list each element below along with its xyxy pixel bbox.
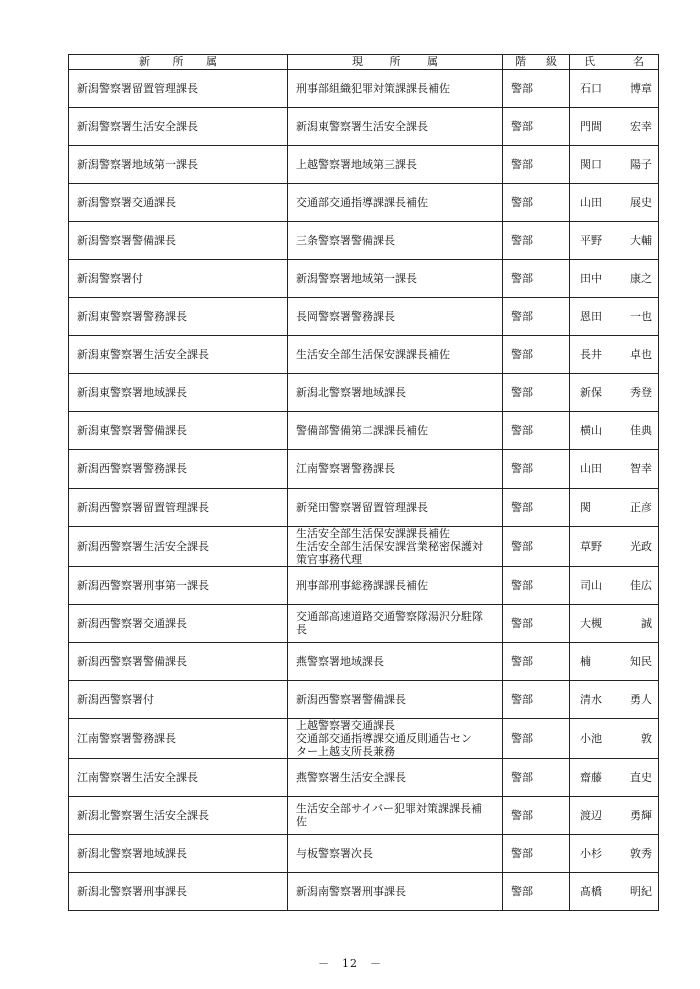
rank-cell: 警部 xyxy=(503,526,570,566)
surname: 恩田 xyxy=(580,310,602,324)
table-row xyxy=(69,566,659,604)
given-name: 大輔 xyxy=(630,234,652,248)
surname: 平野 xyxy=(580,234,602,248)
new-post-cell: 江南警察署生活安全課長 xyxy=(69,758,288,796)
header-current-post-char: 現 xyxy=(352,55,363,68)
name-cell xyxy=(570,604,659,642)
name-cell xyxy=(570,566,659,604)
header-new-post-char: 属 xyxy=(206,55,217,68)
current-post-line: 交通部高速道路交通警察隊湯沢分駐隊 xyxy=(296,610,483,624)
new-post-cell: 新潟東警察署生活安全課長 xyxy=(69,336,288,374)
given-name: 博章 xyxy=(630,82,652,96)
table-header xyxy=(69,55,659,70)
table-row xyxy=(69,680,659,718)
name-cell xyxy=(570,146,659,184)
given-name: 一也 xyxy=(630,310,652,324)
current-post-cell xyxy=(288,184,503,222)
name-cell xyxy=(570,796,659,834)
new-post-cell: 新潟警察署警備課長 xyxy=(69,222,288,260)
new-post-cell: 新潟東警察署地域課長 xyxy=(69,374,288,412)
header-new-post-char: 所 xyxy=(172,55,184,68)
surname: 山田 xyxy=(580,196,602,210)
new-post-cell: 新潟西警察署警務課長 xyxy=(69,450,288,488)
rank-cell: 警部 xyxy=(503,412,570,450)
rank-cell: 警部 xyxy=(503,758,570,796)
rank-cell: 警部 xyxy=(503,872,570,910)
new-post-cell: 新潟西警察署留置管理課長 xyxy=(69,488,288,526)
current-post-line: 交通部交通指導課課長補佐 xyxy=(296,196,428,210)
name-cell xyxy=(570,374,659,412)
table-row xyxy=(69,298,659,336)
current-post-cell xyxy=(288,260,503,298)
name-cell xyxy=(570,70,659,108)
header-rank xyxy=(503,55,570,70)
rank-cell: 警部 xyxy=(503,680,570,718)
given-name: 勇人 xyxy=(630,692,652,706)
current-post-cell xyxy=(288,298,503,336)
current-post-line: 三条警察署警備課長 xyxy=(296,234,395,248)
current-post-line: 刑事部組織犯罪対策課課長補佐 xyxy=(296,82,450,96)
new-post-cell: 新潟西警察署生活安全課長 xyxy=(69,526,288,566)
current-post-line: 佐 xyxy=(296,815,307,829)
current-post-cell xyxy=(288,604,503,642)
surname: 渡辺 xyxy=(580,808,602,822)
new-post-cell: 江南警察署警務課長 xyxy=(69,718,288,758)
rank-cell: 警部 xyxy=(503,450,570,488)
table-row xyxy=(69,526,659,566)
surname: 小杉 xyxy=(580,846,602,860)
new-post-cell: 新潟警察署地域第一課長 xyxy=(69,146,288,184)
table-row xyxy=(69,872,659,910)
current-post-line: 上越警察署交通課長 xyxy=(296,718,395,732)
surname: 楠 xyxy=(580,654,591,668)
given-name: 直史 xyxy=(630,770,652,784)
rank-cell: 警部 xyxy=(503,718,570,758)
current-post-cell xyxy=(288,834,503,872)
current-post-line: 生活安全部生活保安課課長補佐 xyxy=(296,348,450,362)
surname: 草野 xyxy=(580,539,602,553)
current-post-line: 新発田警察署留置管理課長 xyxy=(296,500,428,514)
given-name: 敦 xyxy=(641,731,652,745)
current-post-cell xyxy=(288,566,503,604)
surname: 門間 xyxy=(580,120,602,134)
table-row xyxy=(69,374,659,412)
personnel-table xyxy=(68,54,659,911)
rank-cell: 警部 xyxy=(503,260,570,298)
name-cell xyxy=(570,108,659,146)
name-cell xyxy=(570,834,659,872)
given-name: 明紀 xyxy=(630,884,652,898)
new-post-cell: 新潟警察署交通課長 xyxy=(69,184,288,222)
table-row xyxy=(69,222,659,260)
current-post-line: 新潟警察署地域第一課長 xyxy=(296,272,417,286)
table-row xyxy=(69,336,659,374)
given-name: 卓也 xyxy=(630,348,652,362)
given-name: 勇輝 xyxy=(630,808,652,822)
new-post-cell: 新潟東警察署警備課長 xyxy=(69,412,288,450)
current-post-cell xyxy=(288,642,503,680)
table-row xyxy=(69,70,659,108)
rank-cell: 警部 xyxy=(503,566,570,604)
current-post-cell xyxy=(288,526,503,566)
name-cell xyxy=(570,680,659,718)
new-post-cell: 新潟北警察署地域課長 xyxy=(69,834,288,872)
given-name: 光政 xyxy=(630,539,652,553)
surname: 石口 xyxy=(580,82,602,96)
current-post-cell xyxy=(288,872,503,910)
name-cell xyxy=(570,718,659,758)
table-row xyxy=(69,604,659,642)
current-post-cell xyxy=(288,412,503,450)
surname: 髙橋 xyxy=(580,884,602,898)
given-name: 宏幸 xyxy=(630,120,652,134)
surname: 新保 xyxy=(580,386,602,400)
new-post-cell: 新潟北警察署刑事課長 xyxy=(69,872,288,910)
table-row xyxy=(69,718,659,758)
given-name: 秀登 xyxy=(630,386,652,400)
header-current-post-char: 所 xyxy=(389,55,401,68)
current-post-cell xyxy=(288,374,503,412)
new-post-cell: 新潟西警察署付 xyxy=(69,680,288,718)
current-post-cell xyxy=(288,718,503,758)
new-post-cell: 新潟西警察署警備課長 xyxy=(69,642,288,680)
name-cell xyxy=(570,336,659,374)
header-rank-char: 階 xyxy=(515,55,526,68)
given-name: 佳広 xyxy=(630,578,652,592)
name-cell xyxy=(570,260,659,298)
current-post-cell xyxy=(288,222,503,260)
table-row xyxy=(69,184,659,222)
current-post-line: 生活安全部サイバー犯罪対策課課長補 xyxy=(296,802,483,816)
current-post-line: 新潟北警察署地域課長 xyxy=(296,386,406,400)
surname: 司山 xyxy=(580,578,602,592)
given-name: 康之 xyxy=(630,272,652,286)
new-post-cell: 新潟警察署留置管理課長 xyxy=(69,70,288,108)
current-post-line: 燕警察署生活安全課長 xyxy=(296,770,406,784)
current-post-cell xyxy=(288,796,503,834)
current-post-cell xyxy=(288,336,503,374)
table-row xyxy=(69,642,659,680)
current-post-cell xyxy=(288,488,503,526)
rank-cell: 警部 xyxy=(503,298,570,336)
header-rank-char: 級 xyxy=(546,55,557,68)
current-post-line: ター上越支所長兼務 xyxy=(296,744,395,758)
current-post-cell xyxy=(288,70,503,108)
given-name: 展史 xyxy=(630,196,652,210)
new-post-cell: 新潟東警察署警務課長 xyxy=(69,298,288,336)
surname: 清水 xyxy=(580,692,602,706)
rank-cell: 警部 xyxy=(503,108,570,146)
header-new-post xyxy=(69,55,288,70)
current-post-cell xyxy=(288,680,503,718)
header-name-char: 名 xyxy=(633,55,644,68)
given-name: 陽子 xyxy=(630,158,652,172)
current-post-line: 上越警察署地域第三課長 xyxy=(296,158,417,172)
table-row xyxy=(69,108,659,146)
rank-cell: 警部 xyxy=(503,70,570,108)
current-post-line: 刑事部刑事総務課課長補佐 xyxy=(296,578,428,592)
rank-cell: 警部 xyxy=(503,222,570,260)
name-cell xyxy=(570,488,659,526)
table-row xyxy=(69,450,659,488)
header-name-char: 氏 xyxy=(584,55,595,68)
name-cell xyxy=(570,758,659,796)
given-name: 敦秀 xyxy=(630,846,652,860)
given-name: 知民 xyxy=(630,654,652,668)
name-cell xyxy=(570,642,659,680)
name-cell xyxy=(570,222,659,260)
surname: 山田 xyxy=(580,462,602,476)
new-post-cell: 新潟警察署生活安全課長 xyxy=(69,108,288,146)
rank-cell: 警部 xyxy=(503,336,570,374)
rank-cell: 警部 xyxy=(503,374,570,412)
surname: 長井 xyxy=(580,348,602,362)
current-post-line: 長岡警察署警務課長 xyxy=(296,310,395,324)
current-post-line: 生活安全部生活保安課課長補佐 xyxy=(296,526,450,540)
current-post-line: 新潟西警察署警備課長 xyxy=(296,692,406,706)
given-name: 佳典 xyxy=(630,424,652,438)
header-current-post-char: 属 xyxy=(427,55,438,68)
table-row xyxy=(69,146,659,184)
current-post-line: 警備部警備第二課課長補佐 xyxy=(296,424,428,438)
current-post-cell xyxy=(288,108,503,146)
name-cell xyxy=(570,526,659,566)
given-name: 正彦 xyxy=(630,500,652,514)
name-cell xyxy=(570,184,659,222)
given-name: 智幸 xyxy=(630,462,652,476)
surname: 関口 xyxy=(580,158,602,172)
rank-cell: 警部 xyxy=(503,834,570,872)
surname: 横山 xyxy=(580,424,602,438)
page-number: － 12 － xyxy=(318,957,382,970)
current-post-cell xyxy=(288,450,503,488)
name-cell xyxy=(570,298,659,336)
current-post-cell xyxy=(288,146,503,184)
surname: 小池 xyxy=(580,731,602,745)
current-post-line: 生活安全部生活保安課営業秘密保護対 xyxy=(296,539,483,553)
current-post-line: 新潟南警察署刑事課長 xyxy=(296,884,406,898)
header-new-post-char: 新 xyxy=(139,55,150,68)
rank-cell: 警部 xyxy=(503,604,570,642)
current-post-line: 策官事務代理 xyxy=(296,552,362,566)
current-post-line: 江南警察署警務課長 xyxy=(296,462,395,476)
table-row xyxy=(69,488,659,526)
table-row xyxy=(69,796,659,834)
name-cell xyxy=(570,450,659,488)
current-post-line: 長 xyxy=(296,623,307,637)
table-row xyxy=(69,412,659,450)
new-post-cell: 新潟西警察署交通課長 xyxy=(69,604,288,642)
current-post-line: 燕警察署地域課長 xyxy=(296,654,384,668)
new-post-cell: 新潟西警察署刑事第一課長 xyxy=(69,566,288,604)
name-cell xyxy=(570,412,659,450)
table-body xyxy=(69,70,659,911)
current-post-line: 与板警察署次長 xyxy=(296,846,373,860)
current-post-cell xyxy=(288,758,503,796)
surname: 田中 xyxy=(580,272,602,286)
current-post-line: 新潟東警察署生活安全課長 xyxy=(296,120,428,134)
surname: 齋藤 xyxy=(580,770,602,784)
table-row xyxy=(69,758,659,796)
rank-cell: 警部 xyxy=(503,796,570,834)
table-row xyxy=(69,834,659,872)
rank-cell: 警部 xyxy=(503,184,570,222)
surname: 大槻 xyxy=(580,616,602,630)
new-post-cell: 新潟北警察署生活安全課長 xyxy=(69,796,288,834)
surname: 関 xyxy=(580,500,591,514)
rank-cell: 警部 xyxy=(503,642,570,680)
new-post-cell: 新潟警察署付 xyxy=(69,260,288,298)
given-name: 誠 xyxy=(641,616,652,630)
header-current-post xyxy=(288,55,503,70)
rank-cell: 警部 xyxy=(503,488,570,526)
header-name xyxy=(570,55,659,70)
current-post-line: 交通部交通指導課交通反則通告セン xyxy=(296,731,472,745)
name-cell xyxy=(570,872,659,910)
rank-cell: 警部 xyxy=(503,146,570,184)
table-row xyxy=(69,260,659,298)
